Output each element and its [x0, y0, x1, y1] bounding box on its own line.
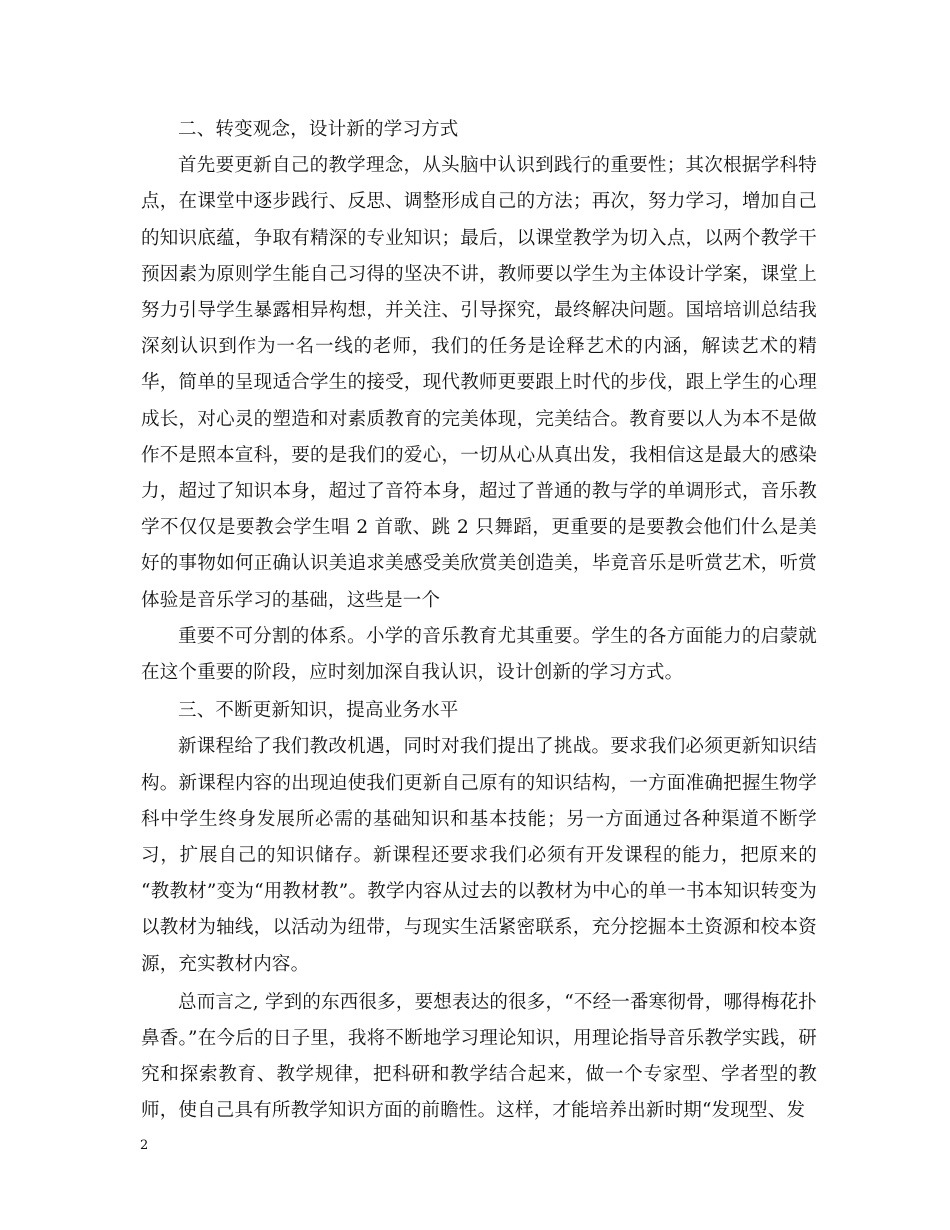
- paragraph-3: 新课程给了我们教改机遇，同时对我们提出了挑战。要求我们必须更新知识结构。新课程内容的出现迫使我们更新自己原有的知识结构，一方面准确把握生物学科中学生终身发展所必需的基础知识和基本技能；另一方面通过各种渠道不断学习，扩展自己的知识储存。新课程还要求我们必须有开发课程的能力，把原来的 “教教材”变为“用教材教”。教学内容从过去的以教材为中心的单一书本知识转变为以教材为轴线，以活动为纽带，与现实生活紧密联系，充分挖掘本土资源和校本资源，充实教材内容。: [141, 736, 817, 975]
- paragraph-2: 重要不可分割的体系。小学的音乐教育尤其重要。学生的各方面能力的启蒙就在这个重要的阶段，应时刻加深自我认识，设计创新的学习方式。: [141, 625, 817, 684]
- page-number: 2: [140, 1138, 149, 1153]
- document-body: [141, 112, 817, 1130]
- section-heading-3: 三、不断更新知识，提高业务水平: [178, 700, 459, 722]
- section-heading-2: 二、转变观念，设计新的学习方式: [178, 119, 459, 140]
- paragraph-1: 首先要更新自己的教学理念，从头脑中认识到践行的重要性；其次根据学科特点，在课堂中逐步践行、反思、调整形成自己的方法；再次，努力学习，增加自己的知识底蕴，争取有精深的专业知识；最后，以课堂教学为切入点，以两个教学干预因素为原则学生能自己习得的坚决不讲，教师要以学生为主体设计学案，课堂上努力引导学生暴露相异构想，并关注、引导探究，最终解决问题。国培培训总结我深刻认识到作为一名一线的老师，我们的任务是诠释艺术的内涵，解读艺术的精华，简单的呈现适合学生的接受，现代教师更要跟上时代的步伐，跟上学生的心理成长，对心灵的塑造和对素质教育的完美体现，完美结合。教育要以人为本不是做作不是照本宣科，要的是我们的爱心，一切从心从真出发，我相信这是最大的感染力，超过了知识本身，超过了音符本身，超过了普通的教与学的单调形式，音乐教学不仅仅是要教会学生唱 2 首歌、跳 2 只舞蹈，更重要的是要教会他们什么是美好的事物如何正确认识美追求美感受美欣赏美创造美，毕竟音乐是听赏艺术，听赏体验是音乐学习的基础，这些是一个: [141, 155, 817, 611]
- paragraph-4: 总而言之, 学到的东西很多，要想表达的很多，“不经一番寒彻骨，哪得梅花扑鼻香。”在今后的日子里，我将不断地学习理论知识，用理论指导音乐教学实践，研究和探索教育、教学规律，把科研和教学结合起来，做一个专家型、学者型的教师，使自己具有所教学知识方面的前瞻性。这样，才能培养出新时期“发现型、发: [141, 991, 818, 1122]
